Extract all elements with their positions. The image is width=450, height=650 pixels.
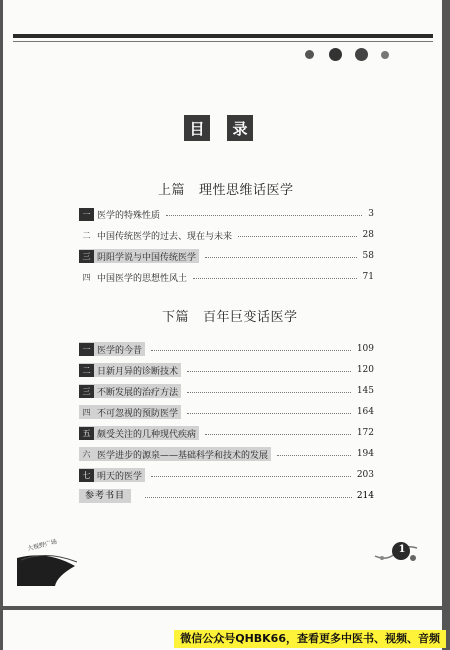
- section2-heading: [162, 306, 298, 325]
- toc-entry-number: 三: [79, 250, 94, 263]
- leader-dots: [193, 276, 357, 279]
- toc-entry-page: 203: [356, 470, 374, 480]
- toc-entry-number: 五: [79, 427, 94, 440]
- toc-entry-title: 中国传统医学的过去、现在与未来: [97, 231, 233, 242]
- decorative-dots: [301, 47, 401, 61]
- toc-entry[interactable]: [79, 342, 374, 356]
- toc-entry-page: 28: [362, 230, 374, 240]
- section1-title: 理性思维话医学: [199, 183, 294, 198]
- leader-dots: [166, 213, 362, 216]
- toc-entry-label: [79, 468, 145, 482]
- leader-dots: [205, 432, 351, 435]
- toc-entry-title: 不可忽视的预防医学: [97, 408, 179, 419]
- toc-entry-number: 四: [82, 407, 91, 417]
- toc-entry[interactable]: [79, 270, 374, 284]
- title-char-box-1: 目: [184, 115, 210, 141]
- toc-entry-number: 一: [79, 343, 94, 356]
- toc-entry-page: 120: [356, 365, 374, 375]
- toc-entry-title: 医学的特殊性质: [97, 210, 161, 221]
- toc-entry-title: 医学的今昔: [97, 345, 143, 356]
- book-page: [3, 0, 442, 606]
- toc-entry[interactable]: [79, 426, 374, 440]
- references-label: 参考书目: [79, 489, 131, 503]
- section2-label: 下篇: [162, 310, 190, 325]
- toc-entry-number: 六: [82, 449, 91, 459]
- toc-entry-title: 不断发展的治疗方法: [97, 387, 179, 398]
- toc-entry-label: [79, 228, 232, 242]
- toc-entry-label: [79, 249, 199, 263]
- toc-entry[interactable]: [79, 228, 374, 242]
- dot-2: [329, 48, 342, 61]
- toc-entry-label: [79, 447, 271, 461]
- toc-entry-label: [79, 426, 199, 440]
- toc-entry-number: 七: [79, 469, 94, 482]
- watermark-banner: 微信公众号QHBK66，查看更多中医书、视频、音频: [174, 630, 446, 648]
- toc-references[interactable]: [79, 489, 374, 503]
- toc-entry-number: 一: [79, 208, 94, 221]
- toc-entry-number: 二: [79, 364, 94, 377]
- toc-entry-title: 明天的医学: [97, 471, 143, 482]
- toc-entry-title: 中国医学的思想性风土: [97, 273, 188, 284]
- section2-title: 百年巨变话医学: [203, 310, 298, 325]
- toc-entry-label: [79, 405, 181, 419]
- leader-dots: [187, 369, 351, 372]
- toc-entry-label: [79, 342, 145, 356]
- toc-entry[interactable]: [79, 384, 374, 398]
- toc-entry-title: 日新月异的诊断技术: [97, 366, 179, 377]
- toc-entry-number: 三: [79, 385, 94, 398]
- header-rule: [13, 34, 433, 38]
- page-number: 1: [398, 544, 406, 555]
- leader-dots: [151, 348, 351, 351]
- leader-dots: [187, 411, 351, 414]
- leader-dots: [151, 474, 351, 477]
- references-page: 214: [356, 491, 374, 501]
- toc-entry-title: 医学进步的源泉——基础科学和技术的发展: [97, 450, 269, 461]
- toc-entry[interactable]: [79, 207, 374, 221]
- toc-entry-page: 164: [356, 407, 374, 417]
- dot-1: [305, 50, 314, 59]
- deco-caption: 大视野广场: [26, 538, 58, 553]
- toc-entry-page: 71: [362, 272, 374, 282]
- section1-heading: [158, 179, 294, 198]
- toc-entry[interactable]: [79, 468, 374, 482]
- title-char-box-2: 录: [227, 115, 253, 141]
- toc-entry-title: 颇受关注的几种现代疾病: [97, 429, 197, 440]
- toc-entry[interactable]: [79, 363, 374, 377]
- header-rule-thin: [13, 41, 433, 42]
- dot-4: [381, 51, 389, 59]
- toc-entry-label: [79, 384, 181, 398]
- leader-dots: [205, 255, 357, 258]
- leader-dots: [145, 495, 352, 498]
- leader-dots: [238, 234, 357, 237]
- toc-entry-label: [79, 363, 181, 377]
- toc-entry-label: [79, 270, 187, 284]
- toc-entry-page: 172: [356, 428, 374, 438]
- toc-entry-label: [79, 207, 160, 221]
- toc-entry-page: 58: [362, 251, 374, 261]
- toc-entry-number: 四: [82, 272, 91, 282]
- section1-label: 上篇: [158, 183, 186, 198]
- toc-entry-page: 194: [356, 449, 374, 459]
- toc-entry[interactable]: [79, 405, 374, 419]
- toc-entry-title: 阴阳学说与中国传统医学: [97, 252, 197, 263]
- dot-3: [355, 48, 368, 61]
- toc-entry-page: 3: [368, 209, 374, 219]
- toc-entry-number: 二: [82, 230, 91, 240]
- toc-entry-page: 145: [356, 386, 374, 396]
- toc-entry-page: 109: [356, 344, 374, 354]
- leader-dots: [277, 453, 351, 456]
- toc-entry[interactable]: [79, 447, 374, 461]
- leader-dots: [187, 390, 351, 393]
- toc-entry[interactable]: [79, 249, 374, 263]
